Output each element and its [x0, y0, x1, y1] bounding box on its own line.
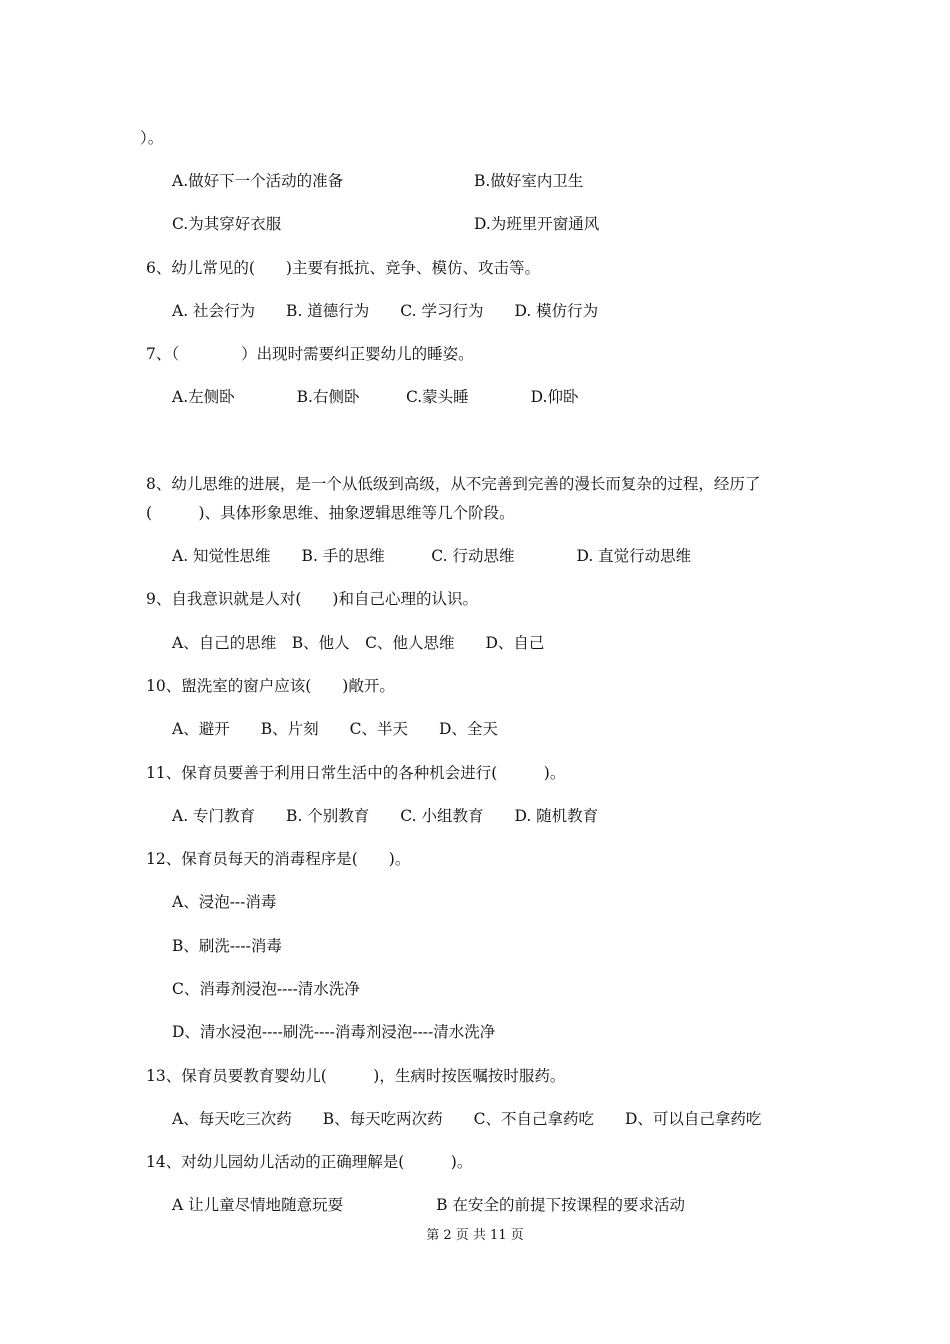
- q8-stem-line2: ( )、具体形象思维、抽象逻辑思维等几个阶段。: [146, 504, 515, 522]
- q6-stem: 6、幼儿常见的( )主要有抵抗、竞争、模仿、攻击等。: [146, 259, 540, 277]
- q9-stem: 9、自我意识就是人对( )和自己心理的认识。: [146, 590, 478, 608]
- q6-options: A. 社会行为 B. 道德行为 C. 学习行为 D. 模仿行为: [172, 302, 599, 320]
- q10-options: A、避开 B、片刻 C、半天 D、全天: [172, 720, 498, 738]
- q7-options: A.左侧卧 B.右侧卧 C.蒙头睡 D.仰卧: [172, 388, 579, 406]
- q8-options: A. 知觉性思维 B. 手的思维 C. 行动思维 D. 直觉行动思维: [172, 547, 692, 565]
- q8-stem-line1: 8、幼儿思维的进展，是一个从低级到高级，从不完善到完善的漫长而复杂的过程，经历了: [146, 475, 761, 493]
- q5-option-b: B.做好室内卫生: [474, 172, 584, 190]
- question-continuation: ）。: [140, 129, 164, 147]
- q12-option-d: D、清水浸泡----刷洗----消毒剂浸泡----清水洗净: [172, 1023, 496, 1041]
- q10-stem: 10、盥洗室的窗户应该( )敞开。: [146, 677, 395, 695]
- q12-option-a: A、浸泡---消毒: [172, 893, 277, 911]
- q14-options: A 让儿童尽情地随意玩耍 B 在安全的前提下按课程的要求活动: [172, 1196, 685, 1214]
- q9-options: A、自己的思维 B、他人 C、他人思维 D、自己: [172, 634, 545, 652]
- q13-stem: 13、保育员要教育婴幼儿( )，生病时按医嘱按时服药。: [146, 1067, 566, 1085]
- q11-stem: 11、保育员要善于利用日常生活中的各种机会进行( )。: [146, 764, 566, 782]
- q14-stem: 14、对幼儿园幼儿活动的正确理解是( )。: [146, 1153, 473, 1171]
- page-number-footer: 第 2 页 共 11 页: [426, 1228, 524, 1243]
- q12-option-c: C、消毒剂浸泡----清水洗净: [172, 980, 360, 998]
- q11-options: A. 专门教育 B. 个别教育 C. 小组教育 D. 随机教育: [172, 807, 599, 825]
- q5-option-a: A.做好下一个活动的准备: [172, 172, 344, 190]
- q5-option-c: C.为其穿好衣服: [172, 215, 282, 233]
- q7-stem: 7、（ ）出现时需要纠正婴幼儿的睡姿。: [146, 345, 474, 363]
- q12-option-b: B、刷洗----消毒: [172, 937, 282, 955]
- q5-option-d: D.为班里开窗通风: [474, 215, 600, 233]
- q12-stem: 12、保育员每天的消毒程序是( )。: [146, 850, 411, 868]
- q13-options: A、每天吃三次药 B、每天吃两次药 C、不自己拿药吃 D、可以自己拿药吃: [172, 1110, 762, 1128]
